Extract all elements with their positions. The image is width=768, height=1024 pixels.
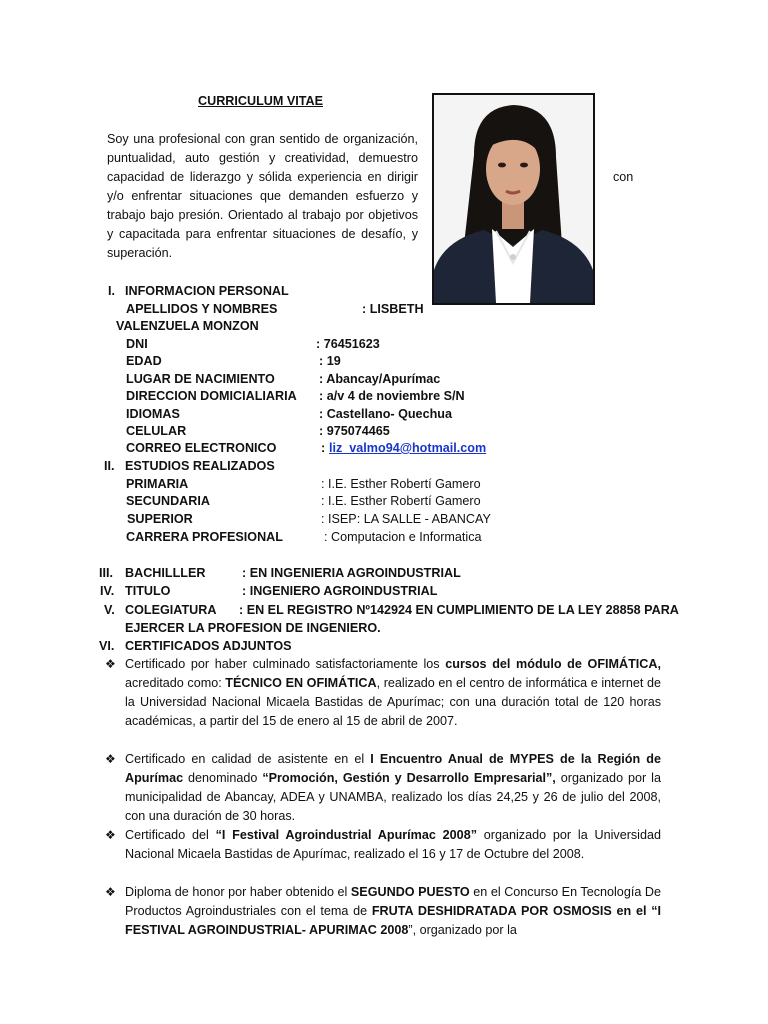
dni-label: DNI bbox=[126, 337, 148, 351]
titulo-value: : INGENIERO AGROINDUSTRIAL bbox=[242, 584, 438, 598]
certificate-item: Certificado del “I Festival Agroindustrial Apurímac 2008” organizado por la Universidad Nacional Micaela Bastidas de Apurímac, realizado el 16 y 17 de Octubre del 2008. bbox=[125, 828, 661, 861]
name-label: APELLIDOS Y NOMBRES bbox=[126, 302, 278, 316]
titulo-label: TITULO bbox=[125, 584, 171, 598]
languages-label: IDIOMAS bbox=[126, 407, 180, 421]
secundaria-value: : I.E. Esther Robertí Gamero bbox=[321, 494, 481, 508]
address-label: DIRECCION DOMICIALIARIA bbox=[126, 389, 297, 403]
superior-value: : ISEP: LA SALLE - ABANCAY bbox=[321, 512, 491, 526]
section2-number: II. bbox=[104, 459, 115, 473]
career-label: CARRERA PROFESIONAL bbox=[126, 530, 283, 544]
email-label: CORREO ELECTRONICO bbox=[126, 441, 277, 455]
bullet-icon: ❖ bbox=[105, 657, 116, 671]
primaria-label: PRIMARIA bbox=[126, 477, 189, 491]
name-value-rest: VALENZUELA MONZON bbox=[116, 319, 259, 333]
bachiller-value: : EN INGENIERIA AGROINDUSTRIAL bbox=[242, 566, 461, 580]
section6-number: VI. bbox=[99, 639, 115, 653]
section3-number: III. bbox=[99, 566, 113, 580]
secundaria-label: SECUNDARIA bbox=[126, 494, 210, 508]
colegiatura-label: COLEGIATURA bbox=[125, 603, 217, 617]
bachiller-label: BACHILLLER bbox=[125, 566, 206, 580]
stray-word: con bbox=[613, 170, 634, 184]
edad-label: EDAD bbox=[126, 354, 162, 368]
profile-photo bbox=[432, 93, 595, 305]
email-link[interactable]: liz_valmo94@hotmail.com bbox=[329, 441, 487, 455]
section5-number: V. bbox=[104, 603, 115, 617]
section4-number: IV. bbox=[100, 584, 115, 598]
phone-label: CELULAR bbox=[126, 424, 187, 438]
bullet-icon: ❖ bbox=[105, 752, 116, 766]
intro-paragraph: Soy una profesional con gran sentido de organización, puntualidad, auto gestión y creatividad, demuestro capacidad de liderazgo y sólida experiencia en dirigir y/o enfrentar situaciones que demanden esfuerzo y trabajo bajo presión. Orientado al trabajo por objetivos y capacitada para enfrentar situaciones de desafío, y superación. bbox=[107, 132, 418, 260]
cv-title: CURRICULUM VITAE bbox=[198, 94, 323, 108]
bullet-icon: ❖ bbox=[105, 885, 116, 899]
superior-label: SUPERIOR bbox=[127, 512, 193, 526]
certificate-item: Diploma de honor por haber obtenido el SEGUNDO PUESTO en el Concurso En Tecnología De Productos Agroindustriales con el tema de FRUTA DESHIDRATADA POR OSMOSIS en el “I FESTIVAL AGROINDUSTRIAL- APURIMAC 2008”, organizado por la bbox=[125, 885, 661, 937]
section2-title: ESTUDIOS REALIZADOS bbox=[125, 459, 275, 473]
primaria-value: : I.E. Esther Robertí Gamero bbox=[321, 477, 481, 491]
languages-value: : Castellano- Quechua bbox=[319, 407, 452, 421]
name-value-first: : LISBETH bbox=[362, 302, 424, 316]
certificate-item: Certificado en calidad de asistente en el I Encuentro Anual de MYPES de la Región de Apurímac denominado “Promoción, Gestión y Desarrollo Empresarial”, organizado por la municipalidad de Abancay, ADEA y UNAMBA, realizado los días 24,25 y 26 de julio del 2008, con una duración de 30 horas. bbox=[125, 752, 661, 823]
bullet-icon: ❖ bbox=[105, 828, 116, 842]
colegiatura-value: : EN EL REGISTRO Nº142924 EN CUMPLIMIENTO DE LA LEY 28858 PARA bbox=[239, 603, 679, 617]
address-value: : a/v 4 de noviembre S/N bbox=[319, 389, 465, 403]
birthplace-label: LUGAR DE NACIMIENTO bbox=[126, 372, 275, 386]
portrait-image bbox=[434, 95, 593, 303]
dni-value: : 76451623 bbox=[316, 337, 380, 351]
career-value: : Computacion e Informatica bbox=[324, 530, 482, 544]
colegiatura-value-cont: EJERCER LA PROFESION DE INGENIERO. bbox=[125, 621, 381, 635]
edad-value: : 19 bbox=[319, 354, 341, 368]
email-colon: : bbox=[321, 441, 326, 455]
section6-title: CERTIFICADOS ADJUNTOS bbox=[125, 639, 292, 653]
certificate-item: Certificado por haber culminado satisfactoriamente los cursos del módulo de OFIMÁTICA, acreditado como: TÉCNICO EN OFIMÁTICA, realizado en el centro de informática e internet de la Universidad Nacional Micaela Bastidas de Apurímac; con una duración total de 120 horas académicas, a partir del 15 de enero al 15 de abril de 2007. bbox=[125, 657, 661, 728]
section1-title: INFORMACION PERSONAL bbox=[125, 284, 289, 298]
birthplace-value: : Abancay/Apurímac bbox=[319, 372, 441, 386]
section1-number: I. bbox=[108, 284, 115, 298]
phone-value: : 975074465 bbox=[319, 424, 390, 438]
